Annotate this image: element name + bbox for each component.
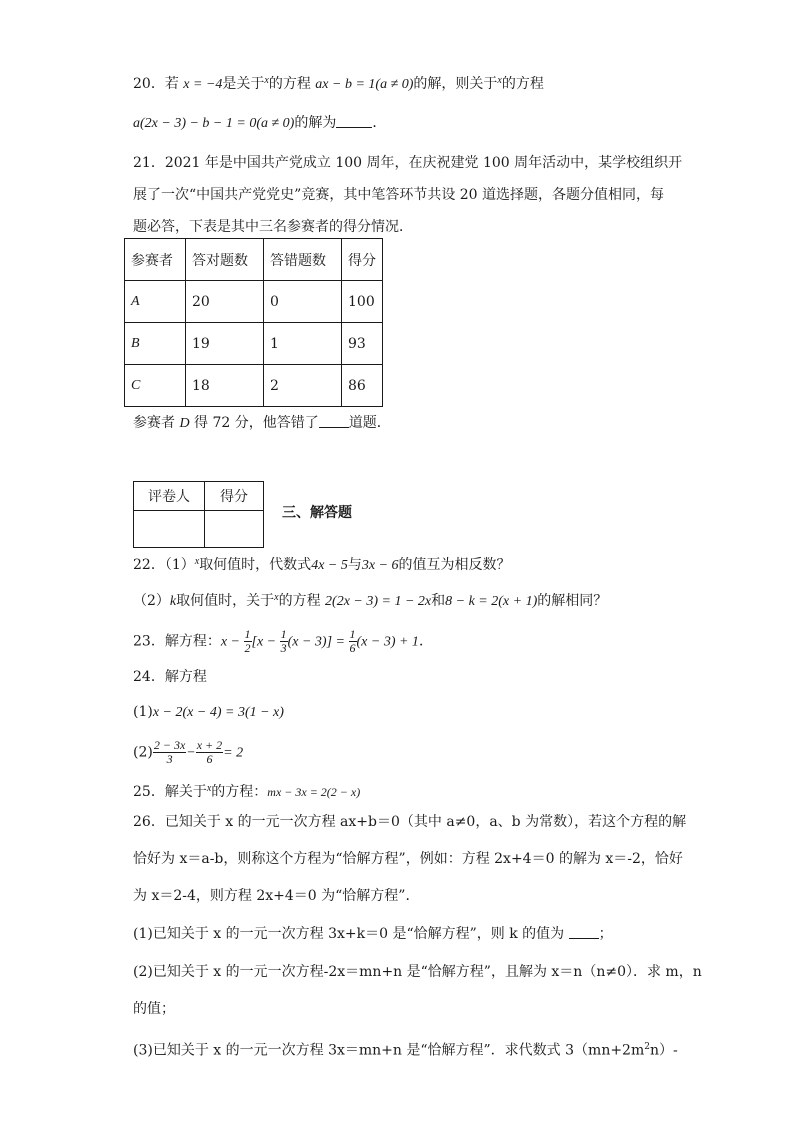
q24-rhs: = 2 <box>223 745 244 761</box>
grader-label: 评卷人 <box>134 482 205 511</box>
q20-var-x: x <box>497 75 502 86</box>
table-header: 答对题数 <box>186 239 264 281</box>
q22-text: 的值互为相反数？ <box>398 557 511 573</box>
denominator: 2 <box>244 641 251 655</box>
q22-var-x: x <box>194 556 200 567</box>
numerator: 2 − 3x <box>153 738 186 752</box>
q22-text: 的解相同？ <box>537 593 608 609</box>
section-title: 三、解答题 <box>282 505 352 521</box>
q22-text: （2） <box>133 593 170 609</box>
q21-answer-blank[interactable] <box>319 415 349 428</box>
table-row <box>125 365 383 407</box>
q23-fraction <box>244 628 252 655</box>
denominator: 3 <box>166 752 173 766</box>
q25-text: 25．解关于 <box>133 784 207 800</box>
q21-participant-d: D <box>179 416 190 431</box>
q20-equation-1: ax − b = 1 <box>315 77 376 92</box>
table-cell: 1 <box>264 323 342 365</box>
q26-text: (1)已知关于 x 的一元一次方程 3x+k＝0 是“恰解方程”，则 k 的值为 <box>133 926 565 942</box>
table-cell: B <box>125 323 186 365</box>
q23-line <box>133 628 433 656</box>
table-cell: 2 <box>264 365 342 407</box>
score-cell[interactable] <box>205 511 264 548</box>
q22-part1 <box>133 553 511 575</box>
q26-sub2: (2)已知关于 x 的一元一次方程-2x＝mn+n 是“恰解方程”，且解为 x＝n（n≠0）．求 m，n <box>133 964 702 980</box>
q20-answer-blank[interactable] <box>336 115 372 128</box>
q21-text: 道题． <box>348 415 391 431</box>
q26-sub3 <box>133 1038 678 1060</box>
table-cell: 18 <box>186 365 264 407</box>
q20-text: 的方程 <box>501 76 544 92</box>
q23-expr: (x − 3)] = <box>287 634 349 650</box>
table-cell: 0 <box>264 281 342 323</box>
grader-box <box>133 481 264 548</box>
q20-condition: x = −4 <box>183 77 223 92</box>
q21-text: 参赛者 <box>133 415 175 431</box>
q22-expr-1: 4x − 5 <box>311 558 348 573</box>
q20-text: 是关于 <box>222 76 265 92</box>
q21-line3: 题必答，下表是其中三名参赛者的得分情况． <box>133 219 413 235</box>
q22-text: 取何值时，关于 <box>176 593 275 609</box>
table-cell: A <box>125 281 186 323</box>
table-header: 得分 <box>342 239 383 281</box>
q22-var-x: x <box>274 592 279 603</box>
q20-a-nonzero: (a ≠ 0) <box>375 77 414 92</box>
q22-text: 的方程 <box>278 593 321 609</box>
q26-line3: 为 x＝2-4，则方程 2x+4＝0 为“恰解方程”． <box>133 888 420 904</box>
table-header: 参赛者 <box>125 239 186 281</box>
table-header-row <box>125 239 383 281</box>
table-header: 答错题数 <box>264 239 342 281</box>
q20-var-x: x <box>264 75 269 86</box>
q21-text: 得 72 分，他答错了 <box>194 415 319 431</box>
q23-fraction <box>349 628 357 655</box>
table-cell: C <box>125 365 186 407</box>
q26-text: ； <box>598 926 613 942</box>
q22-expr-2: 3x − 6 <box>361 558 399 573</box>
table-cell: 93 <box>342 323 383 365</box>
grader-cell[interactable] <box>134 511 205 548</box>
score-table <box>124 238 383 407</box>
table-cell: 86 <box>342 365 383 407</box>
q24-label: (1) <box>133 704 153 720</box>
q20-period: ． <box>372 115 387 131</box>
table-cell: 100 <box>342 281 383 323</box>
numerator: 1 <box>349 627 356 641</box>
q20-text: 的解为 <box>294 115 337 131</box>
minus-sign: − <box>186 745 196 761</box>
q24-part1 <box>133 703 284 722</box>
q22-equation-1: 2(2x − 3) = 1 − 2x <box>325 594 432 609</box>
q25-text: 的方程： <box>211 784 268 800</box>
q20-a-nonzero: (a ≠ 0) <box>256 116 295 131</box>
q26-text: (3)已知关于 x 的一元一次方程 3x＝mn+n 是“恰解方程”．求代数式 3（mn+2m <box>133 1042 645 1059</box>
q20-text: 的方程 <box>268 76 311 92</box>
numerator: 1 <box>280 627 287 641</box>
q26-line1: 26．已知关于 x 的一元一次方程 ax+b＝0（其中 a≠0，a、b 为常数），若这个方程的解 <box>133 814 687 830</box>
table-row <box>125 281 383 323</box>
q23-period: ． <box>418 633 433 650</box>
q22-text: 与 <box>347 557 362 573</box>
q24-title: 24．解方程 <box>133 669 207 685</box>
q26-line2: 恰好为 x＝a-b，则称这个方程为“恰解方程”，例如：方程 2x+4＝0 的解为 x＝-2，恰好 <box>133 851 683 867</box>
q24-fraction <box>153 739 186 766</box>
q20-equation-2: a(2x − 3) − b − 1 = 0 <box>133 116 257 131</box>
q20-number: 20．若 <box>133 76 179 92</box>
q22-text: 22．（1） <box>133 557 195 573</box>
q24-equation-1: x − 2(x − 4) = 3(1 − x) <box>152 705 284 720</box>
q24-fraction <box>196 739 223 766</box>
exponent: 2 <box>644 1042 650 1052</box>
q26-answer-blank[interactable] <box>569 926 599 939</box>
q22-var-k: k <box>169 594 177 609</box>
q20-line1 <box>133 72 544 94</box>
q20-line2 <box>133 114 386 133</box>
denominator: 6 <box>206 752 213 766</box>
q22-text: 取何值时，代数式 <box>199 557 312 573</box>
table-row <box>125 323 383 365</box>
q22-text: 和 <box>431 593 446 609</box>
q23-expr: (x − 3) + 1 <box>356 634 419 650</box>
q26-sub1 <box>133 925 613 943</box>
q26-text: n）- <box>649 1042 678 1059</box>
q25-var-x: x <box>206 783 212 794</box>
q24-label: (2) <box>133 744 153 761</box>
q26-sub2-cont: 的值； <box>133 1001 175 1017</box>
q22-part2 <box>133 589 607 611</box>
q21-after-table <box>133 414 391 433</box>
denominator: 3 <box>280 641 287 655</box>
q23-expr: [x − <box>251 634 280 650</box>
q25-line <box>133 780 360 801</box>
denominator: 6 <box>349 641 356 655</box>
q24-part2 <box>133 739 243 767</box>
q23-fraction <box>280 628 288 655</box>
q22-equation-2: 8 − k = 2(x + 1) <box>445 594 538 609</box>
numerator: x + 2 <box>196 738 223 752</box>
table-cell: 20 <box>186 281 264 323</box>
table-cell: 19 <box>186 323 264 365</box>
score-label: 得分 <box>205 482 264 511</box>
q21-line2: 展了一次“中国共产党党史”竞赛，其中笔答环节共设 20 道选择题，各题分值相同，每 <box>133 187 665 203</box>
q25-equation: mx − 3x = 2(2 − x) <box>267 785 361 799</box>
q21-line1: 21．2021 年是中国共产党成立 100 周年，在庆祝建党 100 周年活动中，某学校组织开 <box>133 155 683 171</box>
q20-text: 的解，则关于 <box>413 76 498 92</box>
numerator: 1 <box>244 627 251 641</box>
q23-expr: x − <box>220 634 244 650</box>
q23-text: 23．解方程： <box>133 633 221 650</box>
